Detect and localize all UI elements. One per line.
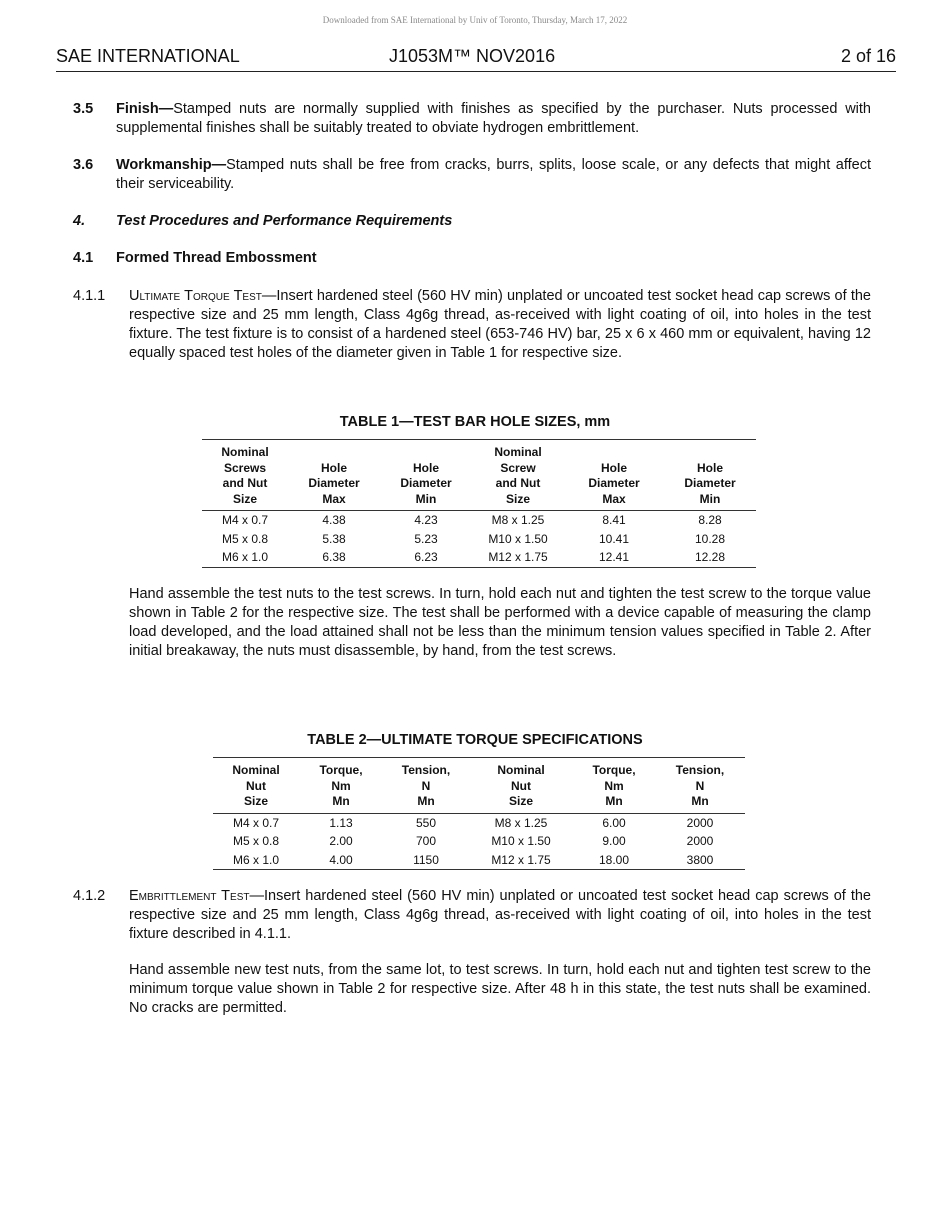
table-cell: M4 x 0.7 bbox=[221, 513, 269, 527]
table-cell: M12 x 1.75 bbox=[469, 851, 573, 870]
table-cell: 12.41 bbox=[564, 548, 664, 567]
table-2 bbox=[213, 757, 745, 870]
table-cell: M6 x 1.0 bbox=[202, 548, 288, 567]
table-2-header-cell: Torque, Nm Mn bbox=[573, 758, 655, 814]
assembly-paragraph: Hand assemble the test nuts to the test screws. In turn, hold each nut and tighten the test screw to the torque value shown in Table 2 for the respective size. The test shall be performed with a device capable of measuring the clamp load developed, and the load attained shall not be less than the minimum tension values specified in Table 2. After initial breakaway, the nuts must disassemble, by hand, from the test screws. bbox=[129, 586, 871, 659]
header-document-id: J1053M™ NOV2016 bbox=[389, 46, 556, 66]
table-cell: 12.28 bbox=[664, 548, 756, 567]
table-cell: 6.38 bbox=[288, 548, 380, 567]
section-4-1-number: 4.1 bbox=[73, 250, 94, 266]
table-cell: 550 bbox=[415, 815, 437, 830]
section-4-1-2-text: Insert hardened steel (560 HV min) unplated or uncoated test socket head cap screws of the respective size and 25 mm length, Class 4g6g thread, as-received with light coating of oil, into holes in the test fixture described in 4.1.1. bbox=[129, 888, 871, 942]
section-3-6-number: 3.6 bbox=[73, 157, 94, 173]
header-organization: SAE INTERNATIONAL bbox=[56, 46, 240, 66]
download-note: Downloaded from SAE International by Univ of Toronto, Thursday, March 17, 2022 bbox=[322, 15, 628, 25]
table-1-title: TABLE 1—TEST BAR HOLE SIZES, mm bbox=[339, 414, 611, 430]
table-2-header-cell: Nominal Nut Size bbox=[469, 758, 573, 814]
table-row bbox=[213, 813, 745, 832]
table-row bbox=[202, 511, 756, 530]
section-3-5-number: 3.5 bbox=[73, 101, 94, 117]
table-1-header-cell: Nominal Screws and Nut Size bbox=[202, 440, 288, 511]
table-cell: M12 x 1.75 bbox=[472, 548, 564, 567]
section-4-1-2-title: Embrittlement Test— bbox=[129, 888, 264, 904]
table-1 bbox=[202, 439, 756, 568]
table-cell: M5 x 0.8 bbox=[221, 531, 269, 546]
table-1-header-cell: Hole Diameter Max bbox=[564, 440, 664, 511]
table-cell: 1150 bbox=[383, 851, 469, 870]
section-3-6-title: Workmanship— bbox=[116, 157, 227, 173]
table-cell: 5.38 bbox=[322, 531, 346, 546]
section-3-6-text: Stamped nuts shall be free from cracks, burrs, splits, loose scale, or any defects that might affect their serviceability. bbox=[116, 157, 871, 192]
table-1-header-cell: Hole Diameter Min bbox=[664, 440, 756, 511]
table-cell: 10.41 bbox=[598, 531, 630, 546]
table-cell: 8.28 bbox=[698, 513, 722, 527]
table-cell: 5.23 bbox=[414, 531, 438, 546]
section-4-number: 4. bbox=[73, 213, 86, 229]
table-2-header-row bbox=[213, 758, 745, 814]
table-2-header-cell: Nominal Nut Size bbox=[213, 758, 299, 814]
table-2-header-cell: Tension, N Mn bbox=[655, 758, 745, 814]
section-3-5-text: Stamped nuts are normally supplied with finishes as specified by the purchaser. Nuts processed with supplemental finishes shall be suitably treated to obviate hydrogen embrittlement. bbox=[116, 101, 871, 136]
page-header bbox=[56, 46, 896, 72]
section-3-6 bbox=[116, 156, 871, 194]
section-4-1-1 bbox=[129, 287, 871, 363]
table-row bbox=[213, 851, 745, 870]
header-page-number: 2 of 16 bbox=[840, 46, 896, 66]
table-cell: 18.00 bbox=[573, 851, 655, 870]
section-4-1-1-text: Insert hardened steel (560 HV min) unplated or uncoated test socket head cap screws of the respective size and 25 mm length, Class 4g6g thread, as-received with light coating of oil, into holes in the test fixture. The test fixture is to consist of a hardened steel (653-746 HV) bar, 25 x 6 x 460 mm or equivalent, having 12 equally spaced test holes of the diameter given in Table 1 for respective size. bbox=[129, 288, 871, 361]
table-cell: M10 x 1.50 bbox=[491, 834, 551, 848]
table-2-header-cell: Tension, N Mn bbox=[383, 758, 469, 814]
table-1-header-cell: Nominal Screw and Nut Size bbox=[472, 440, 564, 511]
table-2-header-cell: Torque, Nm Mn bbox=[299, 758, 383, 814]
table-cell: M8 x 1.25 bbox=[491, 513, 545, 527]
section-4-1-title: Formed Thread Embossment bbox=[116, 250, 317, 266]
table-cell: M4 x 0.7 bbox=[232, 815, 280, 830]
table-cell: 1.13 bbox=[329, 815, 353, 830]
table-cell: 6.00 bbox=[602, 815, 626, 830]
table-row bbox=[202, 530, 756, 549]
new-nuts-paragraph: Hand assemble new test nuts, from the same lot, to test screws. In turn, hold each nut and tighten test screw to the minimum torque value shown in Table 2 for respective size. After 48 h in this state, the test nuts shall be examined. No cracks are permitted. bbox=[129, 962, 871, 1016]
section-3-5 bbox=[116, 100, 871, 138]
table-cell: 6.23 bbox=[380, 548, 472, 567]
table-cell: 2000 bbox=[686, 815, 714, 830]
section-4-1-2-number: 4.1.2 bbox=[73, 888, 106, 904]
table-row bbox=[213, 832, 745, 851]
table-cell: 4.23 bbox=[414, 513, 438, 527]
table-cell: M10 x 1.50 bbox=[488, 531, 548, 546]
table-cell: 8.41 bbox=[602, 513, 626, 527]
table-cell: 4.38 bbox=[322, 513, 346, 527]
table-cell: 10.28 bbox=[694, 531, 726, 546]
table-1-header-row bbox=[202, 440, 756, 511]
table-cell: M5 x 0.8 bbox=[232, 834, 280, 848]
section-4-title: Test Procedures and Performance Requirements bbox=[116, 213, 453, 229]
table-2-title: TABLE 2—ULTIMATE TORQUE SPECIFICATIONS bbox=[307, 732, 643, 748]
section-4-1-2 bbox=[129, 887, 871, 944]
section-4-1-1-number: 4.1.1 bbox=[73, 288, 106, 304]
table-row bbox=[202, 548, 756, 567]
table-1-header-cell: Hole Diameter Min bbox=[380, 440, 472, 511]
table-cell: M6 x 1.0 bbox=[213, 851, 299, 870]
section-3-5-title: Finish— bbox=[116, 101, 174, 117]
table-1-header-cell: Hole Diameter Max bbox=[288, 440, 380, 511]
table-cell: 3800 bbox=[655, 851, 745, 870]
table-cell: 700 bbox=[415, 834, 437, 848]
table-cell: M8 x 1.25 bbox=[494, 815, 548, 830]
table-cell: 2000 bbox=[686, 834, 714, 848]
table-cell: 9.00 bbox=[602, 834, 626, 848]
table-cell: 4.00 bbox=[299, 851, 383, 870]
section-4-1-1-title: Ultimate Torque Test— bbox=[129, 288, 277, 304]
table-cell: 2.00 bbox=[329, 834, 353, 848]
